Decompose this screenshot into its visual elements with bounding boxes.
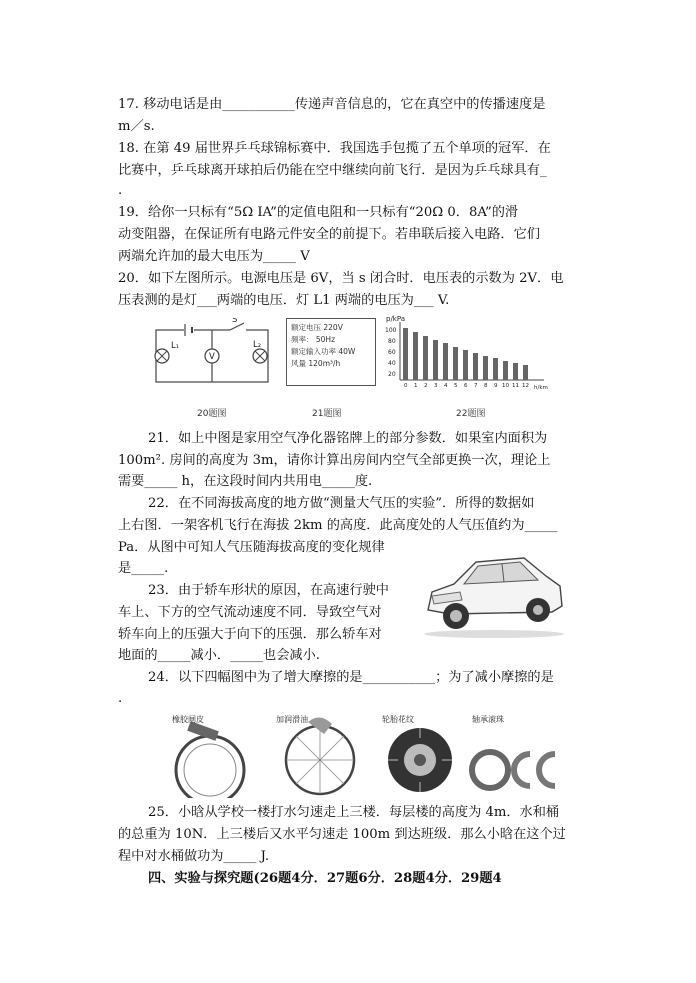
xtick: 9 bbox=[494, 383, 498, 389]
q21-line1: 21．如上中图是家用空气净化器铭牌上的部分参数．如果室内面积为 bbox=[148, 431, 548, 446]
purifier-nameplate bbox=[286, 318, 376, 386]
ytick: 20 bbox=[388, 371, 396, 378]
q22-line4: 是_____. bbox=[118, 561, 169, 576]
pressure-altitude-chart bbox=[384, 314, 554, 390]
label-d: 轴承滚珠 bbox=[472, 715, 504, 724]
q25-line3: 程中对水桶做功为_____ J. bbox=[118, 849, 270, 864]
plate-frequency: 频率： 50Hz bbox=[291, 335, 336, 344]
brake-image bbox=[176, 721, 244, 798]
q25-line2: 的总重为 10N．上三楼后又水平匀速走 100m 到达班级．那么小晗在这个过 bbox=[118, 827, 566, 842]
plate-power: 额定输入功率 40W bbox=[291, 347, 356, 356]
q21-line2: 100m². 房间的高度为 3m，请你计算出房间内空气全部更换一次，理论上 bbox=[118, 453, 551, 468]
q19-line2: 动变阻器，在保证所有电路元件安全的前提下。若串联后接入电路．它们 bbox=[118, 227, 540, 242]
plate-voltage: 额定电压 220V bbox=[291, 323, 343, 332]
xtick: 4 bbox=[444, 383, 448, 389]
q23-line4: 地面的_____减小．_____也会减小. bbox=[118, 648, 321, 663]
q18-line1: 18. 在第 49 届世界乒乓球锦标赛中．我国选手包揽了五个单项的冠军．在 bbox=[118, 141, 551, 156]
ytick: 80 bbox=[388, 338, 396, 345]
pressure-xlabel: h/km bbox=[534, 385, 548, 390]
ytick: 100 bbox=[385, 327, 397, 334]
circuit-voltmeter-label: V bbox=[209, 352, 215, 362]
label-a: 橡胶闸皮 bbox=[172, 715, 204, 724]
plate-airflow: 风量 120m³/h bbox=[291, 359, 341, 368]
q17-line2: m／s. bbox=[118, 119, 155, 134]
q22-line2: 上右图．一架客机飞行在海拔 2km 的高度．此高度处的人气压值约为_____ bbox=[118, 518, 558, 533]
q19-line3: 两端允许加的最大电压为_____ V bbox=[118, 249, 310, 264]
xtick: 7 bbox=[474, 383, 478, 389]
q20-line1: 20．如下左图所示。电源电压是 6V，当 s 闭合时．电压表的示数为 2V．电 bbox=[118, 271, 564, 286]
fig22-caption: 22题图 bbox=[456, 409, 486, 419]
xtick: 12 bbox=[522, 383, 529, 389]
q18-line3: . bbox=[118, 183, 123, 198]
q23-line2: 车上、下方的空气流动速度不同．导致空气对 bbox=[118, 605, 382, 620]
friction-figures bbox=[170, 712, 562, 798]
q19-line1: 19．给你一只标有“5Ω IA”的定值电阻和一只标有“20Ω 0．8A”的滑 bbox=[118, 205, 519, 220]
ytick: 60 bbox=[388, 349, 396, 356]
xtick: 10 bbox=[502, 383, 509, 389]
xtick: 6 bbox=[464, 383, 468, 389]
circuit-l1-label: L₁ bbox=[171, 341, 180, 351]
xtick: 5 bbox=[454, 383, 458, 389]
circuit-switch-label: S bbox=[232, 318, 238, 325]
circuit-diagram bbox=[150, 318, 274, 394]
tire-image bbox=[388, 728, 452, 792]
q22-line1: 22．在不同海拔高度的地方做“测量大气压的实验”．所得的数据如 bbox=[148, 496, 535, 511]
xtick: 0 bbox=[404, 383, 408, 389]
q22-line3: Pa．从图中可知人气压随海拔高度的变化规律 bbox=[118, 540, 385, 555]
xtick: 1 bbox=[414, 383, 418, 389]
fig20-caption: 20题图 bbox=[197, 409, 227, 419]
wheel-image bbox=[286, 717, 354, 794]
q18-line2: 比赛中，乒乓球离开球拍后仍能在空中继续向前飞行．是因为乒乓球具有_ bbox=[118, 163, 547, 178]
q24-line2: . bbox=[118, 691, 123, 706]
xtick: 8 bbox=[484, 383, 488, 389]
ytick: 40 bbox=[388, 360, 396, 367]
q17-line1: 17. 移动电话是由___________传递声音信息的，它在真空中的传播速度是 bbox=[118, 97, 546, 112]
bearing-image bbox=[472, 752, 555, 788]
q23-line1: 23．由于轿车形状的原因，在高速行驶中 bbox=[148, 583, 389, 598]
xtick: 3 bbox=[434, 383, 438, 389]
label-c: 轮胎花纹 bbox=[382, 715, 414, 724]
q21-line3: 需要_____ h，在这段时间内共用电_____度. bbox=[118, 474, 373, 489]
fig21-caption: 21题图 bbox=[312, 409, 342, 419]
q23-line3: 轿车向上的压强大于向下的压强．那么轿车对 bbox=[118, 627, 382, 642]
pressure-ylabel: p/kPa bbox=[386, 315, 406, 323]
q24-line1: 24．以下四幅图中为了增大摩擦的是___________；为了减小摩擦的是 bbox=[148, 670, 554, 685]
car-image bbox=[420, 540, 568, 640]
section-four-heading: 四、实验与探究题(26题4分．27题6分．28题4分．29题4 bbox=[148, 871, 502, 886]
label-b: 加润滑油 bbox=[276, 715, 308, 724]
xtick: 2 bbox=[424, 383, 428, 389]
circuit-l2-label: L₂ bbox=[253, 340, 262, 350]
q20-line2: 压表测的是灯___两端的电压．灯 L1 两端的电压为___ V. bbox=[118, 293, 450, 308]
q25-line1: 25．小晗从学校一楼打水匀速走上三楼．每层楼的高度为 4m．水和桶 bbox=[148, 805, 560, 820]
xtick: 11 bbox=[512, 383, 519, 389]
